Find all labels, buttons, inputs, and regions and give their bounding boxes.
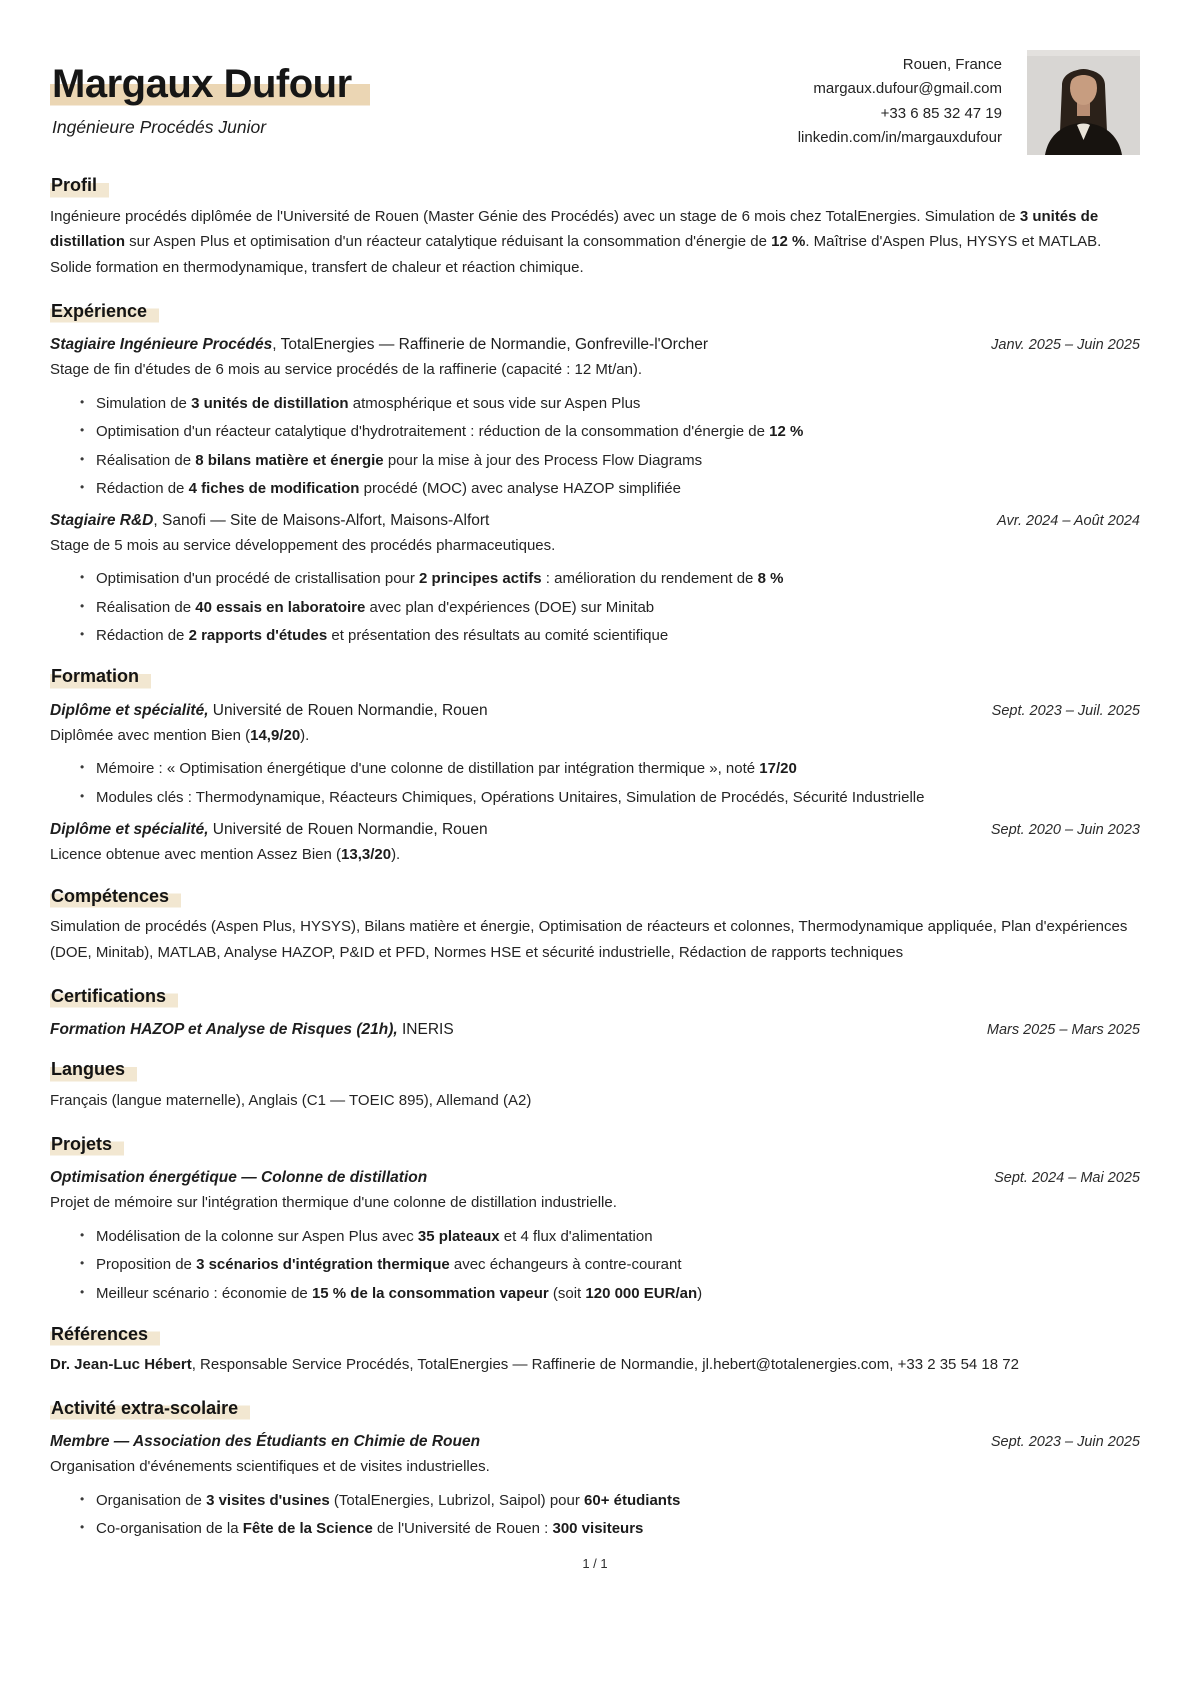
cv-body (50, 174, 1140, 1539)
section-heading (50, 1397, 1140, 1421)
entry (50, 821, 1140, 866)
entry-title-rest: INERIS (397, 1021, 454, 1039)
entry-head (50, 1169, 1140, 1187)
section-activite-extra-scolaire (50, 1397, 1140, 1539)
entry-head (50, 1021, 1140, 1039)
section-heading (50, 1058, 1140, 1082)
bullet-item: • Rédaction de 4 fiches de modification procédé (MOC) avec analyse HAZOP simplifiée (79, 478, 1140, 499)
section-heading-text: Formation (50, 665, 151, 689)
section-heading-text: Certifications (50, 985, 178, 1009)
bullet-item: • Optimisation d'un procédé de cristallisation pour 2 principes actifs : amélioration du rendement de 8 % (79, 568, 1140, 589)
entry-date: Sept. 2023 – Juin 2025 (990, 1434, 1140, 1451)
entry-bullet-list (50, 1490, 1140, 1540)
section-heading-text: Activité extra-scolaire (50, 1397, 250, 1421)
entry-title-main: Optimisation énergétique — Colonne de distillation (50, 1169, 428, 1187)
person-name-text: Margaux Dufour (50, 62, 370, 108)
section-formation (50, 665, 1140, 866)
person-name (50, 62, 370, 108)
bullet-item: • Co-organisation de la Fête de la Science de l'Université de Rouen : 300 visiteurs (79, 1518, 1140, 1539)
entry-title-rest: Université de Rouen Normandie, Rouen (208, 701, 488, 719)
entry (50, 512, 1140, 646)
entry-description: Projet de mémoire sur l'intégration thermique d'une colonne de distillation industrielle. (50, 1194, 617, 1212)
entry-bullet-list (50, 568, 1140, 646)
entry-head (50, 336, 1140, 354)
entry-bullet-list (50, 393, 1140, 500)
page-indicator: 1 / 1 (582, 1556, 608, 1571)
section-projets (50, 1133, 1140, 1304)
entry-date: Janv. 2025 – Juin 2025 (991, 337, 1140, 354)
section-heading-text: Projets (50, 1133, 124, 1157)
contact-line: +33 6 85 32 47 19 (880, 104, 1002, 122)
section-paragraph: Français (langue maternelle), Anglais (C1 — TOEIC 895), Allemand (A2) (50, 1091, 532, 1109)
contact-block (798, 50, 1002, 150)
section-heading (50, 985, 1140, 1009)
cv-header (50, 50, 1140, 155)
section-heading (50, 1323, 1140, 1347)
entry-title (50, 1169, 427, 1187)
entry-description: Stage de 5 mois au service développement des procédés pharmaceutiques. (50, 537, 556, 555)
bullet-item: • Optimisation d'un réacteur catalytique d'hydrotraitement : réduction de la consommation d'énergie de 12 % (79, 421, 1140, 442)
entry-title-rest: , Sanofi — Site de Maisons-Alfort, Maisons-Alfort (153, 512, 490, 530)
entry-date: Sept. 2023 – Juil. 2025 (991, 702, 1140, 719)
entry-description: Stage de fin d'études de 6 mois au service procédés de la raffinerie (capacité : 12 Mt/an). (50, 361, 643, 379)
section-heading-text: Langues (50, 1058, 137, 1082)
bullet-item: • Modules clés : Thermodynamique, Réacteurs Chimiques, Opérations Unitaires, Simulation de Procédés, Sécurité Industrielle (79, 787, 1140, 808)
bullet-item: • Organisation de 3 visites d'usines (TotalEnergies, Lubrizol, Saipol) pour 60+ étudiants (79, 1490, 1140, 1511)
job-title: Ingénieure Procédés Junior (52, 117, 267, 137)
section-heading (50, 1133, 1140, 1157)
entry-head (50, 512, 1140, 530)
entry-description: Licence obtenue avec mention Assez Bien (13,3/20). (50, 845, 401, 863)
section-experience (50, 300, 1140, 647)
entry (50, 336, 1140, 499)
entry-title-main: Diplôme et spécialité, (50, 820, 209, 838)
entry-description: Organisation d'événements scientifiques et de visites industrielles. (50, 1458, 490, 1476)
contact-line: Rouen, France (902, 56, 1002, 73)
entry-title-main: Diplôme et spécialité, (50, 701, 209, 719)
section-competences (50, 885, 1140, 966)
bullet-item: • Rédaction de 2 rapports d'études et présentation des résultats au comité scientifique (79, 625, 1140, 646)
bullet-item: • Modélisation de la colonne sur Aspen Plus avec 35 plateaux et 4 flux d'alimentation (79, 1226, 1140, 1247)
entry-title-rest: , TotalEnergies — Raffinerie de Normandie, Gonfreville-l'Orcher (272, 336, 708, 354)
section-paragraph: Ingénieure procédés diplômée de l'Université de Rouen (Master Génie des Procédés) avec un stage de 6 mois chez TotalEnergies. Simulation de 3 unités de distillation sur Aspen Plus et optimisation d'un réacteur catalytique réduisant la consommation d'énergie de 12 %. Maîtrise d'Aspen Plus, HYSYS et MATLAB. Solide formation en thermodynamique, transfert de chaleur et réaction chimique. (50, 207, 1102, 277)
section-heading-text: Compétences (50, 885, 181, 909)
section-heading (50, 300, 1140, 324)
entry (50, 702, 1140, 808)
entry-title-rest: Université de Rouen Normandie, Rouen (208, 820, 488, 838)
entry-date: Sept. 2024 – Mai 2025 (994, 1170, 1140, 1187)
entry-head (50, 1433, 1140, 1451)
contact-line: margaux.dufour@gmail.com (813, 80, 1002, 98)
entry-bullet-list (50, 1226, 1140, 1304)
bullet-item: • Réalisation de 8 bilans matière et énergie pour la mise à jour des Process Flow Diagrams (79, 450, 1140, 471)
page-footer (0, 1556, 1190, 1571)
entry-bullet-list (50, 758, 1140, 808)
section-heading-text: Expérience (50, 300, 159, 324)
profile-photo (1027, 50, 1140, 155)
entry-description: Diplômée avec mention Bien (14,9/20). (50, 726, 310, 744)
section-references (50, 1323, 1140, 1378)
entry (50, 1169, 1140, 1303)
bullet-item: • Proposition de 3 scénarios d'intégration thermique avec échangeurs à contre-courant (79, 1254, 1140, 1275)
bullet-item: • Mémoire : « Optimisation énergétique d'une colonne de distillation par intégration thermique », noté 17/20 (79, 758, 1140, 779)
section-paragraph: Simulation de procédés (Aspen Plus, HYSYS), Bilans matière et énergie, Optimisation de réacteurs et colonnes, Thermodynamique appliquée, Plan d'expériences (DOE, Minitab), MATLAB, Analyse HAZOP, P&ID et PFD, Normes HSE et sécurité industrielle, Rédaction de rapports techniques (50, 918, 1128, 962)
entry-title-main: Stagiaire R&D (50, 512, 154, 530)
entry-title (50, 336, 708, 354)
entry-head (50, 702, 1140, 720)
bullet-item: • Réalisation de 40 essais en laboratoire avec plan d'expériences (DOE) sur Minitab (79, 597, 1140, 618)
entry-date: Mars 2025 – Mars 2025 (986, 1022, 1140, 1039)
bullet-item: • Simulation de 3 unités de distillation atmosphérique et sous vide sur Aspen Plus (79, 393, 1140, 414)
entry-title (50, 512, 489, 530)
entry (50, 1433, 1140, 1539)
entry-date: Avr. 2024 – Août 2024 (997, 513, 1140, 530)
section-certifications (50, 985, 1140, 1040)
section-langues (50, 1058, 1140, 1113)
entry-title-main: Stagiaire Ingénieure Procédés (50, 336, 273, 354)
entry-title (50, 702, 488, 720)
entry-title (50, 821, 488, 839)
entry-title (50, 1433, 480, 1451)
section-profil (50, 174, 1140, 281)
section-heading-text: Références (50, 1323, 160, 1347)
section-heading (50, 665, 1140, 689)
entry-head (50, 821, 1140, 839)
header-contact-area (798, 50, 1140, 155)
bullet-item: • Meilleur scénario : économie de 15 % de la consommation vapeur (soit 120 000 EUR/an) (79, 1283, 1140, 1304)
entry (50, 1021, 1140, 1039)
entry-date: Sept. 2020 – Juin 2023 (990, 821, 1140, 838)
contact-line: linkedin.com/in/margauxdufour (797, 128, 1002, 146)
section-heading-text: Profil (50, 174, 109, 198)
header-identity (50, 50, 370, 138)
entry-title-main: Membre — Association des Étudiants en Chimie de Rouen (50, 1433, 481, 1451)
section-paragraph: Dr. Jean-Luc Hébert, Responsable Service Procédés, TotalEnergies — Raffinerie de Normandie, jl.hebert@totalenergies.com, +33 2 35 54 18 72 (50, 1356, 1019, 1374)
portrait-image (1027, 50, 1140, 155)
entry-title (50, 1021, 454, 1039)
section-heading (50, 885, 1140, 909)
entry-title-main: Formation HAZOP et Analyse de Risques (21h), (50, 1021, 398, 1039)
section-heading (50, 174, 1140, 198)
